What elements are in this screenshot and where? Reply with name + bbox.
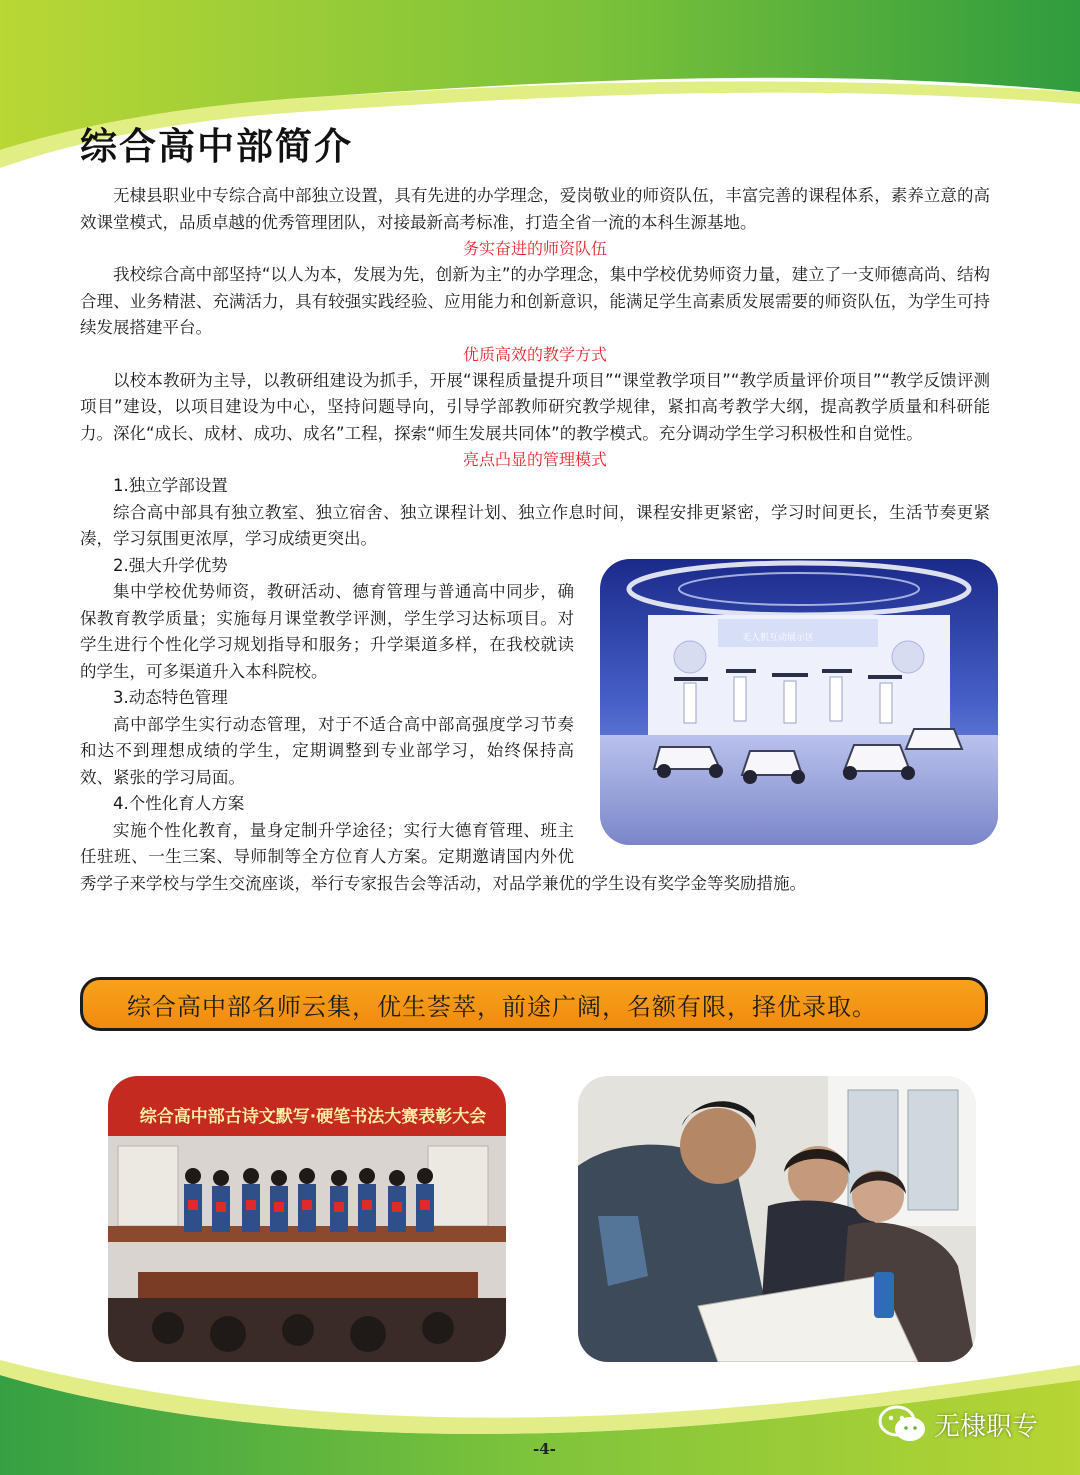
- slogan-text: 综合高中部名师云集，优生荟萃，前途广阔，名额有限，择优录取。: [127, 992, 877, 1021]
- intro-paragraph: 无棣县职业中专综合高中部独立设置，具有先进的办学理念，爱岗敬业的师资队伍，丰富完善的课程体系，素养立意的高效课堂模式，品质卓越的优秀管理团队，对接最新高考标准，打造全省一流的本科生源基地。: [80, 186, 990, 232]
- photo-caption: 综合高中部古诗文默写·硬笔书法大赛表彰大会: [139, 1107, 487, 1127]
- item-text-4: 实施个性化教育，量身定制升学途径；实行大德育管理、班主任驻班、一生三案、导师制等全方位育人方案。定期邀请国内外优秀学子来学校与学生交流座谈，举行专家报告会等活动，对品学兼优的学生设有奖学金等奖励措施。: [80, 820, 806, 893]
- section-heading-teaching: 优质高效的教学方式: [462, 344, 607, 364]
- item-text-2: 集中学校优势师资，教研活动、德育管理与普通高中同步，确保教育教学质量；实施每月课堂教学评测，学生学习达标项目。对学生进行个性化学习规划指导和服务；升学渠道多样，在我校就读的学生，可多渠道升入本科院校。: [80, 582, 574, 681]
- account-watermark: [878, 1404, 1038, 1444]
- exhibit-sign: 无人机互动展示区: [742, 632, 815, 643]
- item-title-1: 1.独立学部设置: [113, 476, 228, 495]
- item-title-3: 3.动态特色管理: [113, 688, 228, 707]
- item-text-3: 高中部学生实行动态管理，对于不适合高中部高强度学习节奏和达不到理想成绩的学生，定期调整到专业部学习，始终保持高效、紧张的学习局面。: [80, 714, 574, 787]
- page-number: -4-: [533, 1440, 556, 1458]
- section-heading-teachers: 务实奋进的师资队伍: [462, 239, 607, 258]
- teaching-paragraph: 以校本教研为主导，以教研组建设为抓手，开展“课程质量提升项目”“课堂教学项目”“教学质量评价项目”“教学反馈评测项目”建设，以项目建设为中心，坚持问题导向，引导学部教师研究教学规律，紧扣高考教学大纲，提高教学质量和科研能力。深化“成长、成材、成功、成名”工程，探索“师生发展共同体”的教学模式。充分调动学生学习积极性和自觉性。: [80, 370, 990, 443]
- page-title: 综合高中部简介: [80, 125, 353, 168]
- slogan-banner: [80, 977, 988, 1031]
- tutoring-photo: [578, 1076, 976, 1362]
- wechat-icon: [878, 1404, 926, 1444]
- item-title-2: 2.强大升学优势: [113, 555, 228, 575]
- award-ceremony-photo: [108, 1076, 506, 1362]
- watermark-text: 无棣职专: [934, 1411, 1039, 1442]
- item-text-1: 综合高中部具有独立教室、独立宿舍、独立课程计划、独立作息时间，课程安排更紧密，学习时间更长，生活节奏更紧凑，学习氛围更浓厚，学习成绩更突出。: [80, 502, 990, 548]
- drone-exhibit-photo: [600, 559, 998, 845]
- item-title-4: 4.个性化育人方案: [113, 794, 245, 813]
- section-heading-management: 亮点凸显的管理模式: [462, 450, 607, 469]
- teachers-paragraph: 我校综合高中部坚持“以人为本，发展为先，创新为主”的办学理念，集中学校优势师资力量，建立了一支师德高尚、结构合理、业务精湛、充满活力，具有较强实践经验、应用能力和创新意识，能满足学生高素质发展需要的师资队伍，为学生可持续发展搭建平台。: [80, 265, 990, 337]
- article-body: [80, 183, 990, 897]
